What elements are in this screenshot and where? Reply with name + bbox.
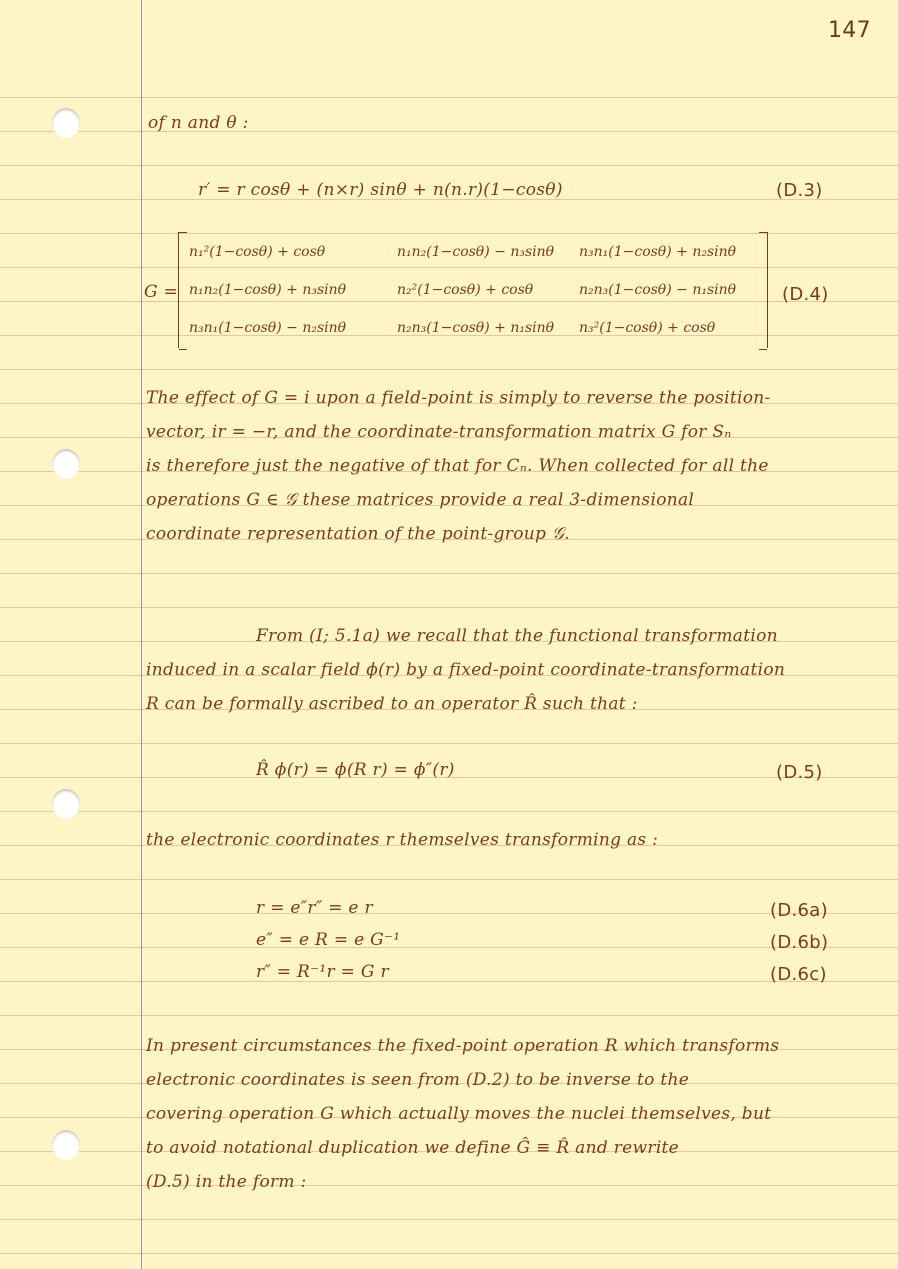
paragraph-line: operations G ∈ 𝒢 these matrices provide a real 3-dimensional <box>146 490 695 510</box>
equation-d3: r′ = r cosθ + (n×r) sinθ + n(n.r)(1−cosθ) <box>198 180 563 200</box>
page-number: 147 <box>828 18 871 43</box>
punch-hole-1 <box>52 108 80 138</box>
intro-line: of n and θ : <box>148 113 249 133</box>
equation-d6a: r = e″r″ = e r <box>256 898 373 918</box>
equation-d6c: r″ = R⁻¹r = G r <box>256 962 389 982</box>
equation-d6b: e″ = e R = e G⁻¹ <box>256 930 401 950</box>
paragraph-line: The effect of G = i upon a field-point is simply to reverse the position- <box>146 388 771 408</box>
paragraph-line: R can be formally ascribed to an operator R̂ such that : <box>146 694 638 714</box>
rotation-matrix <box>178 232 768 348</box>
equation-number-d6b: (D.6b) <box>770 932 829 953</box>
paragraph-line: vector, ir = −r, and the coordinate-transformation matrix G for Sₙ <box>146 422 732 442</box>
equation-number-d4: (D.4) <box>782 284 829 305</box>
matrix-cell: n₂²(1−cosθ) + cosθ <box>397 282 534 298</box>
paragraph-line: covering operation G which actually moves the nuclei themselves, but <box>146 1104 772 1124</box>
matrix-cell: n₃n₁(1−cosθ) − n₂sinθ <box>189 320 347 336</box>
paragraph-line: the electronic coordinates r themselves transforming as : <box>146 830 659 850</box>
margin-rule <box>141 0 142 1269</box>
equation-number-d6c: (D.6c) <box>770 964 827 985</box>
equation-number-d5: (D.5) <box>776 762 823 783</box>
paragraph-line: coordinate representation of the point-group 𝒢. <box>146 524 570 544</box>
paragraph-line: to avoid notational duplication we define Ĝ ≡ R̂ and rewrite <box>146 1138 680 1158</box>
punch-hole-2 <box>52 449 80 479</box>
paragraph-line: (D.5) in the form : <box>146 1172 307 1192</box>
page-top-margin <box>0 0 898 96</box>
matrix-cell: n₂n₃(1−cosθ) − n₁sinθ <box>579 282 737 298</box>
matrix-cell: n₁n₂(1−cosθ) + n₃sinθ <box>189 282 347 298</box>
paragraph-line: induced in a scalar field ϕ(r) by a fixed-point coordinate-transformation <box>146 660 786 680</box>
matrix-cell: n₂n₃(1−cosθ) + n₁sinθ <box>397 320 555 336</box>
matrix-label: G = <box>144 282 179 302</box>
punch-hole-4 <box>52 1130 80 1160</box>
matrix-cell: n₁n₂(1−cosθ) − n₃sinθ <box>397 244 555 260</box>
equation-number-d6a: (D.6a) <box>770 900 828 921</box>
matrix-cell: n₃²(1−cosθ) + cosθ <box>579 320 716 336</box>
paragraph-line: electronic coordinates is seen from (D.2) to be inverse to the <box>146 1070 690 1090</box>
equation-number-d3: (D.3) <box>776 180 823 201</box>
punch-hole-3 <box>52 789 80 819</box>
paragraph-line: From (I; 5.1a) we recall that the functional transformation <box>256 626 778 646</box>
matrix-cell: n₁²(1−cosθ) + cosθ <box>189 244 326 260</box>
matrix-cell: n₃n₁(1−cosθ) + n₂sinθ <box>579 244 737 260</box>
paragraph-line: is therefore just the negative of that for Cₙ. When collected for all the <box>146 456 769 476</box>
paragraph-line: In present circumstances the fixed-point operation R which transforms <box>146 1036 780 1056</box>
equation-d5: R̂ ϕ(r) = ϕ(R r) = ϕ″(r) <box>256 760 455 780</box>
